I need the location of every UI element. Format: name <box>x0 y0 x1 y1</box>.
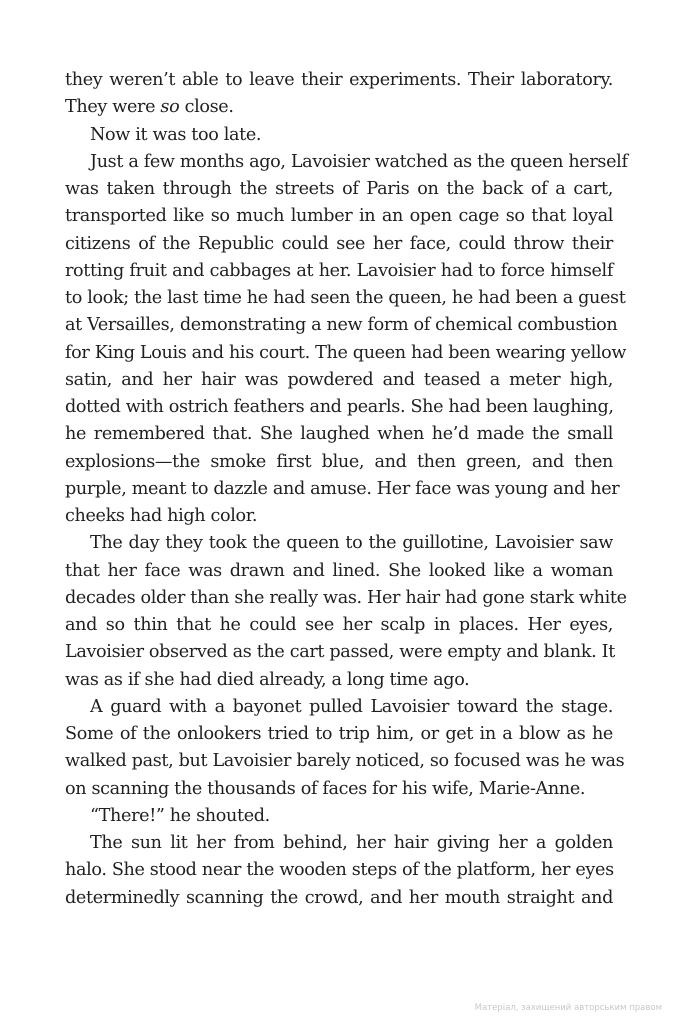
text-line: he remembered that. She laughed when he’d made the small <box>65 424 613 445</box>
text-line: Lavoisier observed as the cart passed, were empty and blank. It <box>65 642 615 663</box>
text-line: decades older than she really was. Her hair had gone stark white <box>65 587 627 608</box>
body-text <box>65 67 628 912</box>
text-line: satin, and her hair was powdered and teased a meter high, <box>65 369 613 390</box>
text-line: that her face was drawn and lined. She looked like a woman <box>65 560 613 581</box>
text-line: The day they took the queen to the guillotine, Lavoisier saw <box>90 533 613 554</box>
text-line: at Versailles, demonstrating a new form of chemical combustion <box>65 315 618 336</box>
text-fragment: They were <box>65 97 161 118</box>
text-line: explosions—the smoke first blue, and then green, and then <box>65 451 613 472</box>
text-line: cheeks had high color. <box>65 506 258 526</box>
text-line: Now it was too late. <box>90 124 262 145</box>
text-line: Some of the onlookers tried to trip him, or get in a blow as he <box>65 724 613 744</box>
text-fragment: close. <box>179 97 234 118</box>
text-line: for King Louis and his court. The queen had been wearing yellow <box>65 342 627 363</box>
text-line: Just a few months ago, Lavoisier watched as the queen herself <box>90 151 628 172</box>
text-line <box>65 94 613 121</box>
text-line: determinedly scanning the crowd, and her mouth straight and <box>65 887 613 908</box>
text-line: The sun lit her from behind, her hair giving her a golden <box>90 833 613 853</box>
text-line: A guard with a bayonet pulled Lavoisier toward the stage. <box>90 696 613 717</box>
text-line: was taken through the streets of Paris on the back of a cart, <box>65 179 613 199</box>
text-line: they weren’t able to leave their experiments. Their laboratory. <box>65 70 613 90</box>
text-line: halo. She stood near the wooden steps of the platform, her eyes <box>65 860 614 881</box>
text-line: “There!” he shouted. <box>90 805 270 826</box>
text-line: citizens of the Republic could see her face, could throw their <box>65 233 613 254</box>
text-line: to look; the last time he had seen the queen, he had been a guest <box>65 288 626 308</box>
text-line: rotting fruit and cabbages at her. Lavoisier had to force himself <box>65 260 613 281</box>
copyright-watermark: Матеріал, захищений авторським правом <box>474 1003 662 1013</box>
text-line: on scanning the thousands of faces for his wife, Marie-Anne. <box>65 778 586 799</box>
italic-emphasis: so <box>160 97 180 118</box>
text-line: and so thin that he could see her scalp in places. Her eyes, <box>65 615 613 635</box>
text-line: walked past, but Lavoisier barely noticed, so focused was he was <box>65 751 625 772</box>
text-line: dotted with ostrich feathers and pearls. She had been laughing, <box>65 397 614 417</box>
text-line: transported like so much lumber in an open cage so that loyal <box>65 206 613 227</box>
text-line: was as if she had died already, a long time ago. <box>65 669 470 690</box>
text-line: purple, meant to dazzle and amuse. Her face was young and her <box>65 478 620 499</box>
